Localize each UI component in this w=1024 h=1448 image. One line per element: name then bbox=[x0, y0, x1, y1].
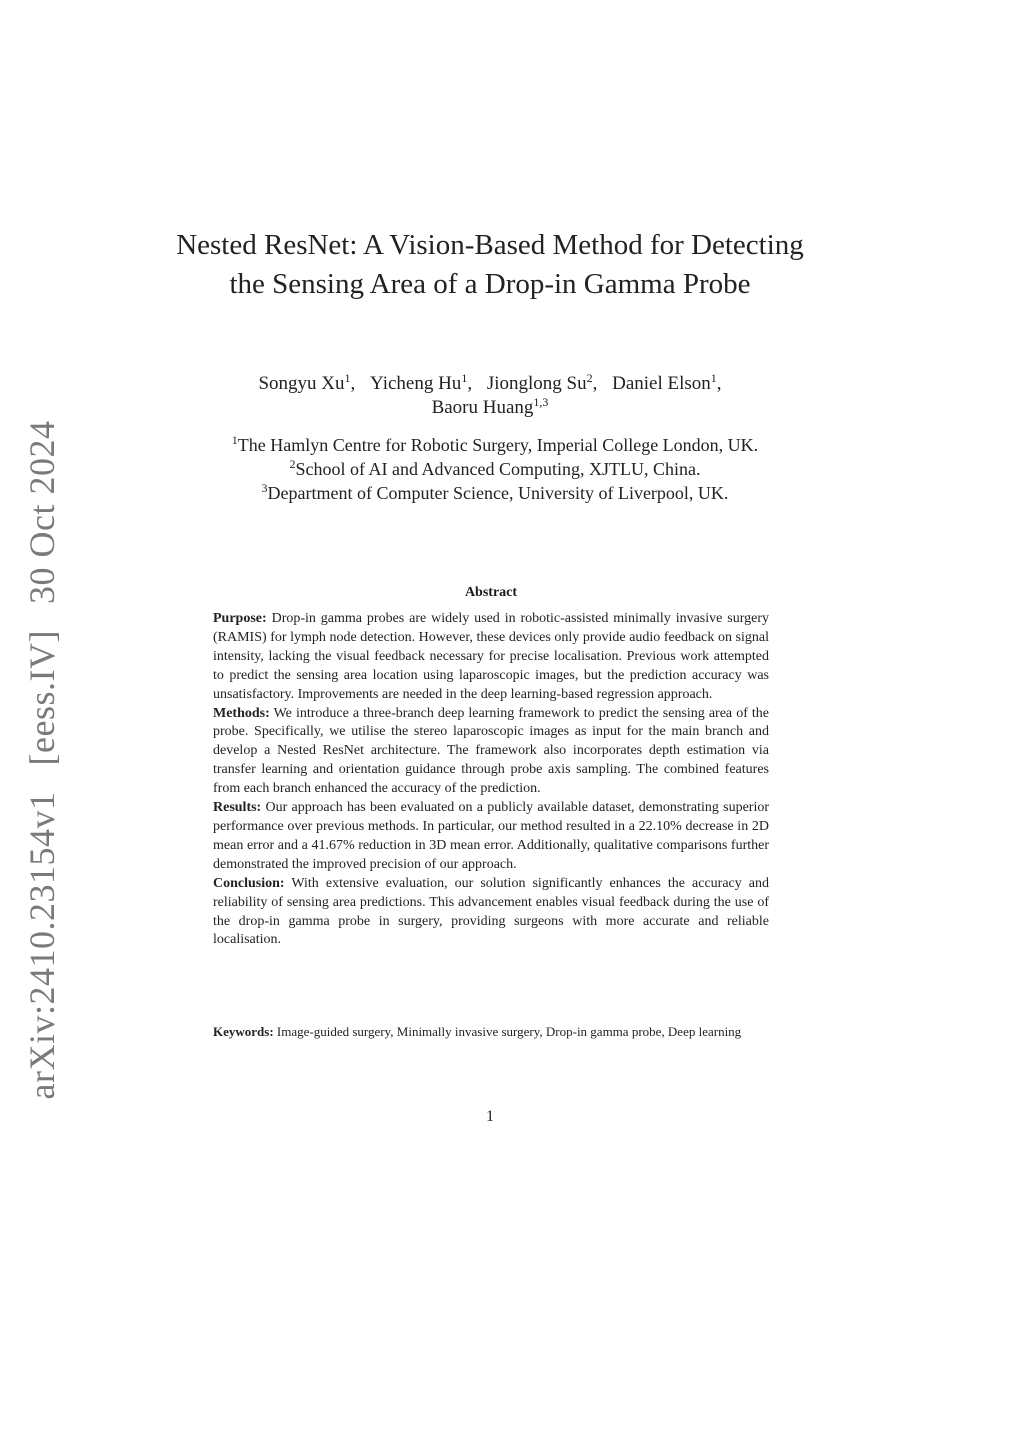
abstract-results bbox=[213, 799, 769, 875]
author-name: Daniel Elson bbox=[612, 373, 711, 394]
affiliation-mark: 2 bbox=[289, 457, 296, 471]
author-affiliation-mark: 1 bbox=[344, 371, 351, 385]
abstract-conclusion bbox=[213, 875, 769, 951]
keywords-label: Keywords: bbox=[213, 1024, 274, 1039]
section-label: Conclusion: bbox=[213, 875, 285, 891]
abstract-heading: Abstract bbox=[464, 585, 518, 600]
author-list bbox=[180, 372, 800, 420]
affiliation-text: Department of Computer Science, University of Liverpool, UK. bbox=[267, 483, 729, 503]
author-affiliation-mark: 1 bbox=[710, 371, 717, 385]
arxiv-id: arXiv:2410.23154v1 bbox=[22, 791, 62, 1100]
author-name: Baoru Huang bbox=[431, 397, 534, 418]
arxiv-date: 30 Oct 2024 bbox=[22, 420, 62, 605]
section-text: With extensive evaluation, our solution significantly enhances the accuracy and reliability of sensing area predictions. This advancement enables visual feedback during the use of the drop-in gamma probe in surgery, providing surgeons with more accurate and reliable localisation. bbox=[213, 875, 769, 948]
arxiv-identifier-stamp bbox=[21, 421, 63, 1100]
author: Yicheng Hu$^1$, bbox=[370, 371, 473, 394]
affiliation-mark: 3 bbox=[261, 481, 268, 495]
author-affiliation-mark: 1,3 bbox=[533, 395, 549, 409]
section-label: Purpose: bbox=[213, 611, 267, 626]
affiliation-text: School of AI and Advanced Computing, XJTLU, China. bbox=[295, 459, 701, 479]
section-label: Results: bbox=[213, 800, 262, 816]
author-name: Yicheng Hu bbox=[370, 373, 462, 394]
arxiv-category: [eess.IV] bbox=[22, 630, 62, 766]
section-text: Our approach has been evaluated on a publicly available dataset, demonstrating superior performance over previous methods. In particular, our method resulted in a 22.10% decrease in 2D mean error and a 41.67% reduction in 3D mean error. Additionally, qualitative comparisons further demonstrated the improved precision of our approach. bbox=[213, 800, 769, 872]
author-affiliation-mark: 2 bbox=[586, 371, 593, 385]
affiliation-text: The Hamlyn Centre for Robotic Surgery, Imperial College London, UK. bbox=[237, 435, 759, 455]
section-label: Methods: bbox=[213, 705, 270, 721]
section-text: We introduce a three-branch deep learning framework to predict the sensing area of the probe. Specifically, we utilise the stereo laparoscopic images as input for the main branch and develop a Nested ResNet architecture. The framework also incorporates depth estimation via transfer learning and orientation guidance through probe axis sampling. The combined features from each branch enhanced the accuracy of the prediction. bbox=[213, 705, 770, 797]
affiliation bbox=[140, 433, 850, 457]
author-affiliation-mark: 1 bbox=[461, 371, 468, 385]
author: Daniel Elson$^1$, bbox=[612, 371, 722, 394]
abstract-purpose bbox=[213, 610, 769, 705]
section-text: Drop-in gamma probes are widely used in robotic-assisted minimally invasive surgery (RAMIS) for lymph node detection. However, these devices only provide audio feedback on signal intensity, lacking the visual feedback necessary for precise localisation. Previous work attempted to predict the sensing area location using laparoscopic images, but the prediction accuracy was unsatisfactory. Improvements are needed in the deep learning-based regression approach. bbox=[213, 611, 769, 702]
affiliation bbox=[140, 481, 850, 505]
keywords-text: Image-guided surgery, Minimally invasive surgery, Drop-in gamma probe, Deep learning bbox=[276, 1024, 742, 1039]
affiliation bbox=[140, 457, 850, 481]
abstract-body bbox=[213, 610, 769, 950]
author-name: Songyu Xu bbox=[258, 373, 345, 394]
author-name: Jionglong Su bbox=[486, 373, 587, 394]
author: Songyu Xu$^1$, bbox=[258, 371, 356, 394]
author bbox=[432, 397, 549, 418]
paper-title: Nested ResNet: A Vision-Based Method for Detecting the Sensing Area of a Drop-in Gamma Probe bbox=[176, 229, 804, 300]
page-number: 1 bbox=[486, 1108, 494, 1125]
affiliation-mark: 1 bbox=[231, 433, 238, 447]
keywords bbox=[213, 1023, 769, 1040]
abstract-methods bbox=[213, 705, 769, 800]
author: Jionglong Su$^2$, bbox=[486, 371, 598, 394]
affiliation-list bbox=[140, 433, 850, 505]
